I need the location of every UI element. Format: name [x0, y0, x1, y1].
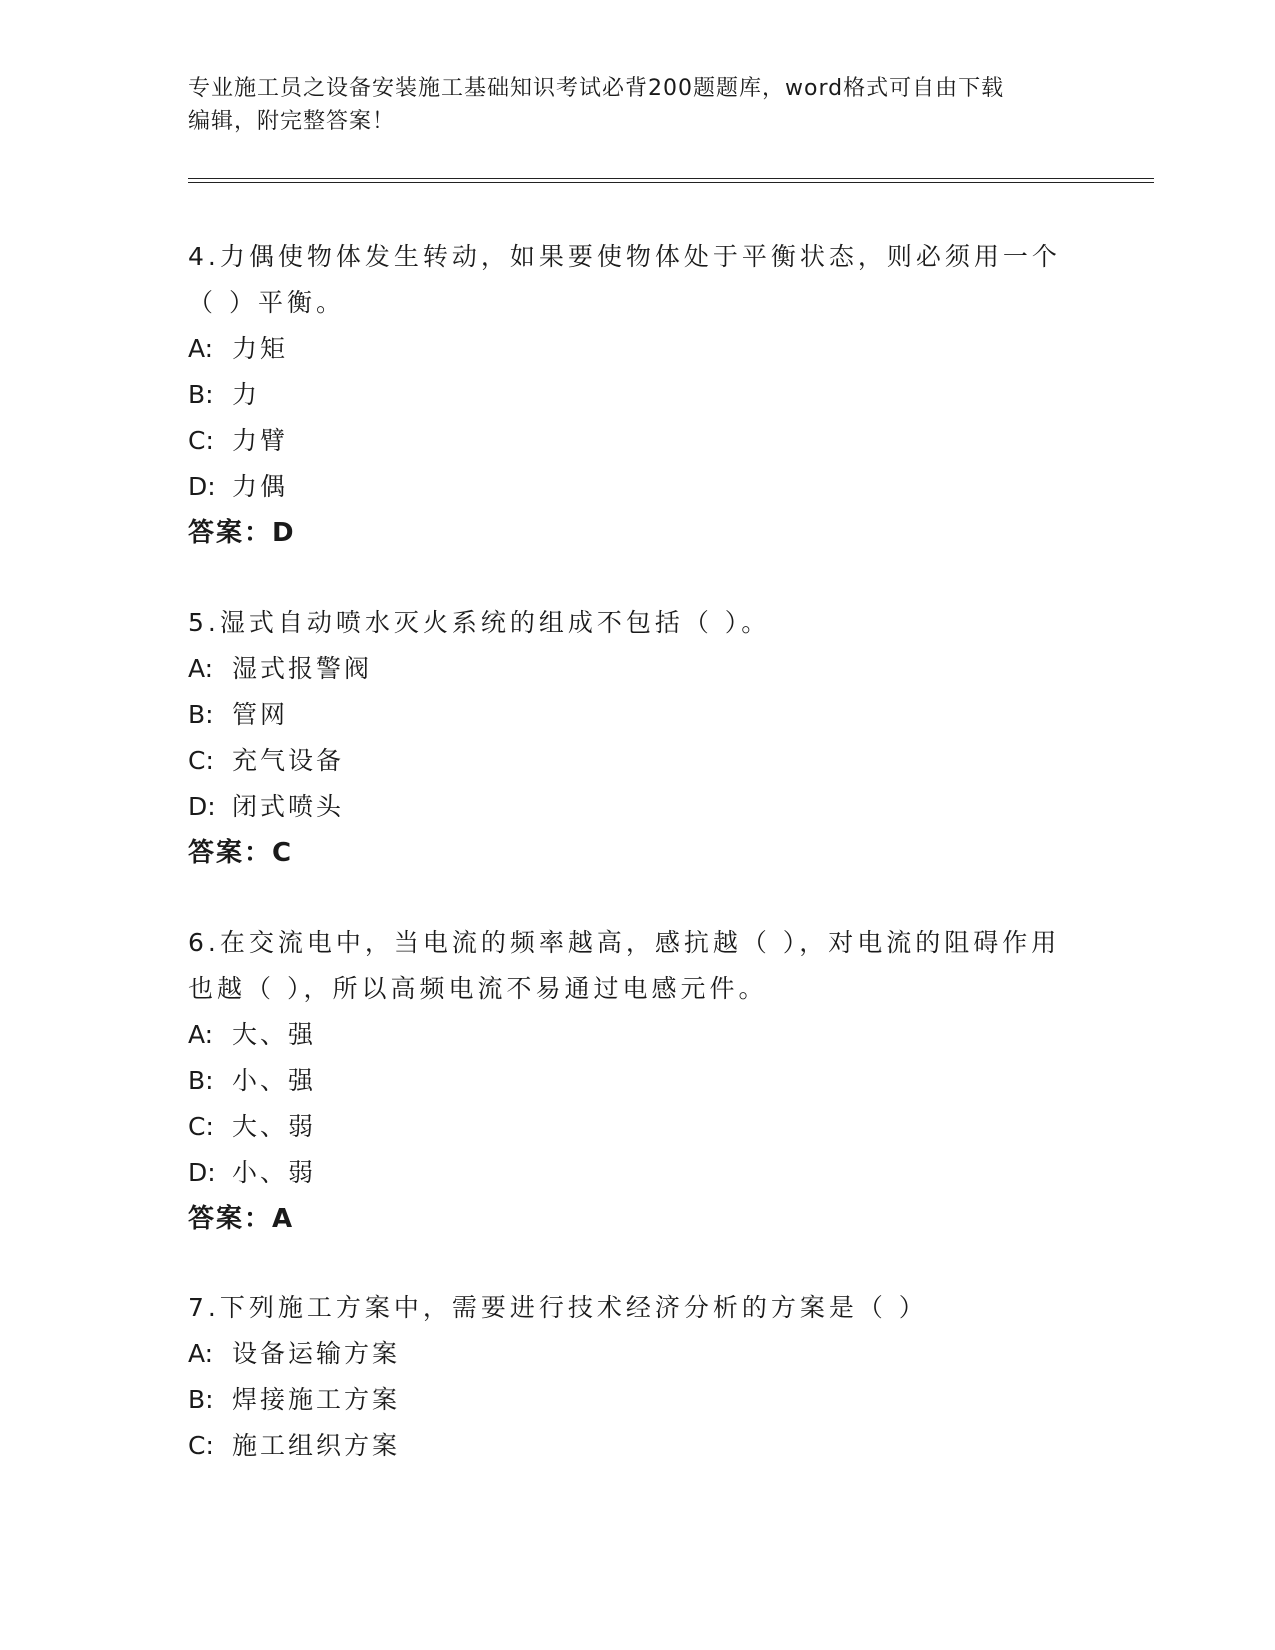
- header-divider: [188, 178, 1154, 183]
- document-header: [188, 72, 1088, 138]
- option-c: [188, 1104, 1088, 1150]
- option-text: 充气设备: [232, 746, 345, 775]
- option-text: 施工组织方案: [232, 1431, 401, 1460]
- header-line-1: 专业施工员之设备安装施工基础知识考试必背200题题库，word格式可自由下载: [188, 76, 1005, 101]
- option-text: 小、强: [232, 1066, 317, 1095]
- option-letter: C:: [188, 746, 214, 775]
- option-letter: A:: [188, 1020, 214, 1049]
- header-line-2: 编辑，附完整答案！: [188, 109, 396, 134]
- option-d: [188, 1150, 1088, 1196]
- option-text: 大、强: [232, 1020, 317, 1049]
- option-text: 力臂: [232, 426, 289, 455]
- option-letter: D:: [188, 792, 216, 821]
- option-d: [188, 464, 1088, 510]
- option-letter: B:: [188, 700, 214, 729]
- option-c: [188, 738, 1088, 784]
- option-text: 设备运输方案: [232, 1339, 401, 1368]
- option-c: [188, 1423, 1088, 1469]
- option-a: [188, 646, 1088, 692]
- option-letter: D:: [188, 1158, 216, 1187]
- option-letter: B:: [188, 1066, 214, 1095]
- option-d: [188, 784, 1088, 830]
- option-a: [188, 1012, 1088, 1058]
- option-text: 焊接施工方案: [232, 1385, 401, 1414]
- answer-line: 答案：C: [188, 838, 294, 868]
- option-letter: B:: [188, 380, 214, 409]
- question-6: [188, 920, 1088, 1242]
- option-letter: A:: [188, 654, 214, 683]
- question-7: [188, 1285, 1088, 1469]
- question-5: [188, 600, 1088, 876]
- option-letter: C:: [188, 426, 214, 455]
- option-text: 管网: [232, 700, 289, 729]
- option-text: 小、弱: [232, 1158, 317, 1187]
- answer-line: 答案：A: [188, 1204, 295, 1234]
- option-a: [188, 1331, 1088, 1377]
- question-text-line-1: 7.下列施工方案中，需要进行技术经济分析的方案是（ ）: [188, 1293, 928, 1322]
- option-letter: D:: [188, 472, 216, 501]
- option-b: [188, 1377, 1088, 1423]
- answer-line: 答案：D: [188, 518, 296, 548]
- option-letter: A:: [188, 334, 214, 363]
- question-text-line-2: 也越（ ），所以高频电流不易通过电感元件。: [188, 974, 768, 1003]
- option-text: 力偶: [232, 472, 289, 501]
- option-text: 闭式喷头: [232, 792, 345, 821]
- option-text: 大、弱: [232, 1112, 317, 1141]
- question-4: [188, 234, 1088, 556]
- option-letter: C:: [188, 1112, 214, 1141]
- question-text-line-1: 4.力偶使物体发生转动，如果要使物体处于平衡状态，则必须用一个: [188, 242, 1061, 271]
- option-text: 湿式报警阀: [232, 654, 373, 683]
- option-text: 力: [232, 380, 261, 409]
- option-b: [188, 372, 1088, 418]
- option-letter: C:: [188, 1431, 214, 1460]
- question-text-line-1: 5.湿式自动喷水灭火系统的组成不包括（ ）。: [188, 608, 771, 637]
- option-text: 力矩: [232, 334, 289, 363]
- option-letter: B:: [188, 1385, 214, 1414]
- option-letter: A:: [188, 1339, 214, 1368]
- option-b: [188, 692, 1088, 738]
- option-a: [188, 326, 1088, 372]
- question-text-line-1: 6.在交流电中，当电流的频率越高，感抗越（ ），对电流的阻碍作用: [188, 928, 1061, 957]
- question-text-line-2: （ ）平衡。: [188, 288, 345, 317]
- option-c: [188, 418, 1088, 464]
- option-b: [188, 1058, 1088, 1104]
